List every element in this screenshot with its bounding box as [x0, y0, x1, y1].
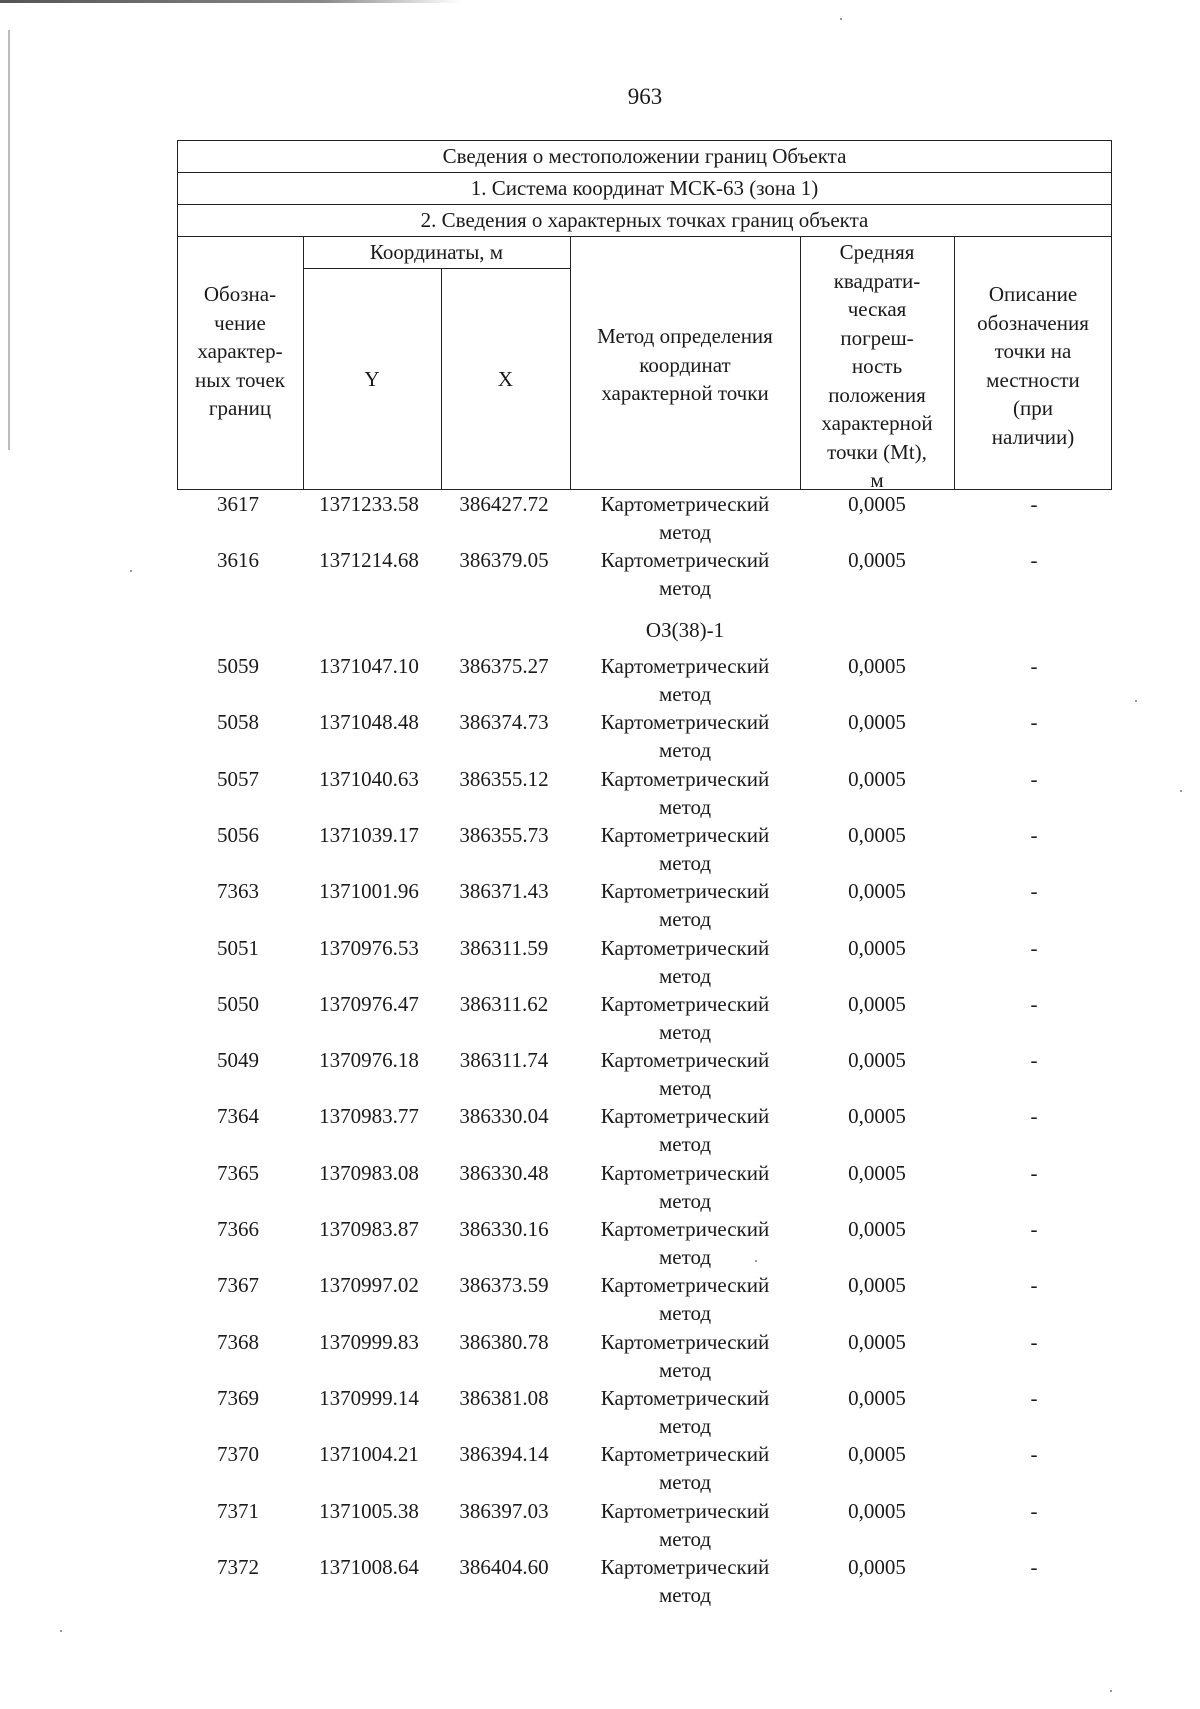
col-header-method: Метод определения координат характерной точки [597, 324, 773, 405]
coordinate-y: 1371040.63 [319, 766, 419, 791]
coordinate-x: 386311.74 [459, 1048, 549, 1073]
col-header-x: X [497, 367, 514, 391]
method-cell: Картометрический метод [600, 1498, 770, 1551]
method-cell: Картометрический метод [600, 766, 770, 819]
error-cell: 0,0005 [848, 1385, 906, 1410]
coordinate-y: 1371047.10 [319, 654, 419, 678]
error-cell: 0,0005 [848, 1554, 906, 1579]
coordinate-y: 1370997.02 [319, 1273, 419, 1298]
coordinate-y: 1370976.18 [319, 1048, 419, 1073]
coordinate-y: 1370999.83 [319, 1329, 419, 1354]
coordinate-y: 1370976.47 [319, 991, 419, 1016]
coordinate-system-label: 1. Система координат МСК-63 (зона 1) [470, 176, 819, 200]
scan-artifact-top [0, 0, 460, 3]
error-cell: 0,0005 [848, 1104, 906, 1129]
error-cell: 0,0005 [848, 492, 906, 516]
error-cell: 0,0005 [848, 548, 906, 572]
point-number: 7371 [217, 1498, 259, 1523]
point-number: 7365 [217, 1160, 259, 1185]
coordinate-x: 386404.60 [459, 1554, 549, 1579]
col-header-description: Описание обозначения точки на местности (при наличии) [977, 282, 1089, 449]
description-cell: - [1030, 1442, 1038, 1467]
point-number: 7368 [217, 1329, 259, 1354]
error-cell: 0,0005 [848, 822, 906, 847]
description-cell: - [1030, 1104, 1038, 1129]
coordinate-x: 386330.16 [459, 1217, 549, 1241]
error-cell: 0,0005 [848, 1442, 906, 1467]
coordinate-x: 386373.59 [459, 1273, 549, 1298]
description-cell: - [1030, 1048, 1038, 1073]
point-number: 3616 [217, 548, 259, 572]
error-cell: 0,0005 [848, 991, 906, 1016]
point-number: 5059 [217, 654, 259, 678]
header-rule [177, 172, 1112, 173]
coordinate-y: 1371214.68 [319, 548, 419, 572]
column-divider [303, 236, 304, 490]
description-cell: - [1030, 1217, 1038, 1241]
coordinate-y: 1371048.48 [319, 710, 419, 735]
coordinate-y: 1370983.08 [319, 1160, 419, 1185]
scan-speck [840, 18, 842, 20]
coordinate-y: 1371039.17 [319, 822, 419, 847]
scan-speck [1180, 790, 1182, 792]
method-cell: Картометрический метод [600, 1217, 770, 1269]
coordinate-y: 1370983.77 [319, 1104, 419, 1129]
scan-speck [130, 570, 132, 572]
coordinate-x: 386355.12 [459, 766, 549, 791]
coordinate-y: 1370976.53 [319, 935, 419, 960]
description-cell: - [1030, 935, 1038, 960]
header-rule [303, 268, 570, 269]
method-cell: Картометрический метод [600, 991, 770, 1044]
point-number: 5056 [217, 822, 259, 847]
method-cell: Картометрический метод [600, 879, 770, 932]
coordinate-x: 386427.72 [459, 492, 549, 516]
coordinate-x: 386311.59 [459, 935, 549, 960]
scan-speck [60, 1630, 62, 1632]
description-cell: - [1030, 492, 1038, 516]
description-cell: - [1030, 879, 1038, 904]
coordinate-x: 386381.08 [459, 1385, 549, 1410]
point-number: 7369 [217, 1385, 259, 1410]
error-cell: 0,0005 [848, 710, 906, 735]
error-cell: 0,0005 [848, 1048, 906, 1073]
method-cell: Картометрический метод [600, 654, 770, 706]
description-cell: - [1030, 1498, 1038, 1523]
point-number: 5051 [217, 935, 259, 960]
col-header-designation: Обозна- чение характер- ных точек границ [194, 282, 286, 420]
point-number: 7372 [217, 1554, 259, 1579]
error-cell: 0,0005 [848, 654, 906, 678]
coordinate-y: 1371005.38 [319, 1498, 419, 1523]
point-number: 7367 [217, 1273, 259, 1298]
error-cell: 0,0005 [848, 1160, 906, 1185]
point-number: 7363 [217, 879, 259, 904]
error-cell: 0,0005 [848, 935, 906, 960]
coordinate-y: 1370983.87 [319, 1217, 419, 1241]
error-cell: 0,0005 [848, 1329, 906, 1354]
coordinate-x: 386375.27 [459, 654, 549, 678]
point-number: 5049 [217, 1048, 259, 1073]
table-title: Сведения о местоположении границ Объекта [442, 144, 847, 168]
coordinate-x: 386374.73 [459, 710, 549, 735]
point-number: 7364 [217, 1104, 259, 1129]
header-rule [177, 204, 1112, 205]
error-cell: 0,0005 [848, 766, 906, 791]
header-rule [177, 236, 1112, 237]
error-cell: 0,0005 [848, 1273, 906, 1298]
coordinate-y: 1371004.21 [319, 1442, 419, 1467]
error-cell: 0,0005 [848, 879, 906, 904]
method-cell: Картометрический метод [600, 492, 770, 544]
coordinate-x: 386330.04 [459, 1104, 549, 1129]
coordinate-x: 386379.05 [459, 548, 549, 572]
scan-speck [1135, 700, 1137, 702]
method-cell: Картометрический метод [600, 1442, 770, 1495]
method-cell: Картометрический метод [600, 1385, 770, 1438]
method-cell: Картометрический метод [600, 935, 770, 988]
point-number: 5057 [217, 766, 259, 791]
description-cell: - [1030, 710, 1038, 735]
col-header-error: Средняя квадрати- ческая погреш- ность положения характерной точки (Mt), м [821, 240, 933, 492]
method-cell: Картометрический метод [600, 1273, 770, 1326]
section-label: 2. Сведения о характерных точках границ объекта [420, 208, 869, 232]
method-cell: Картометрический метод [600, 1104, 770, 1157]
col-header-y: Y [364, 367, 380, 391]
method-cell: Картометрический метод [600, 822, 770, 875]
col-header-coordinates: Координаты, м [369, 240, 504, 264]
coordinate-y: 1371008.64 [319, 1554, 419, 1579]
description-cell: - [1030, 766, 1038, 791]
error-cell: 0,0005 [848, 1498, 906, 1523]
scan-speck [755, 1260, 757, 1262]
point-number: 5058 [217, 710, 259, 735]
description-cell: - [1030, 822, 1038, 847]
method-cell: Картометрический метод [600, 1048, 770, 1101]
subsection-label: ОЗ(38)-1 [645, 618, 725, 642]
method-cell: Картометрический метод [600, 548, 770, 600]
point-number: 7370 [217, 1442, 259, 1467]
description-cell: - [1030, 991, 1038, 1016]
point-number: 5050 [217, 991, 259, 1016]
point-number: 3617 [217, 492, 259, 516]
description-cell: - [1030, 548, 1038, 572]
coordinate-x: 386330.48 [459, 1160, 549, 1185]
coordinate-x: 386311.62 [459, 991, 549, 1016]
method-cell: Картометрический метод [600, 1554, 770, 1607]
coordinate-x: 386380.78 [459, 1329, 549, 1354]
coordinate-y: 1370999.14 [319, 1385, 419, 1410]
coordinate-y: 1371001.96 [319, 879, 419, 904]
description-cell: - [1030, 1329, 1038, 1354]
coordinate-x: 386371.43 [459, 879, 549, 904]
coordinate-y: 1371233.58 [319, 492, 419, 516]
coordinate-x: 386397.03 [459, 1498, 549, 1523]
error-cell: 0,0005 [848, 1217, 906, 1241]
method-cell: Картометрический метод [600, 710, 770, 763]
description-cell: - [1030, 1160, 1038, 1185]
description-cell: - [1030, 1554, 1038, 1579]
method-cell: Картометрический метод [600, 1329, 770, 1382]
method-cell: Картометрический метод [600, 1160, 770, 1213]
point-number: 7366 [217, 1217, 259, 1241]
description-cell: - [1030, 1385, 1038, 1410]
page-number: 963 [627, 84, 663, 109]
scan-speck [1110, 1690, 1112, 1692]
coordinate-x: 386355.73 [459, 822, 549, 847]
coordinate-x: 386394.14 [459, 1442, 549, 1467]
description-cell: - [1030, 654, 1038, 678]
description-cell: - [1030, 1273, 1038, 1298]
